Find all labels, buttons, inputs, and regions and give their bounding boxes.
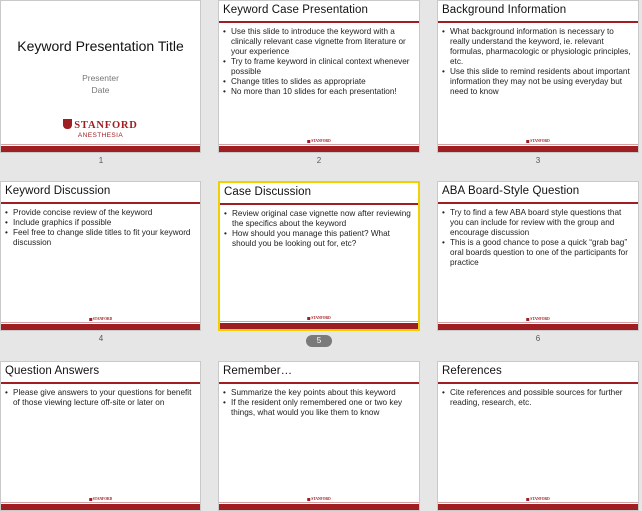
bullet-list (5, 208, 196, 248)
bullet-item: • Use this slide to introduce the keyword with a clinically relevant case vignette from literature or your experience (223, 27, 415, 57)
title-rule (1, 382, 200, 384)
stanford-shield-icon (307, 498, 310, 501)
title-rule (219, 382, 419, 384)
footer-bar (438, 324, 638, 330)
slide-number-5-selected: 5 (306, 335, 332, 347)
bullet-item: • This is a good chance to pose a quick “grab bag” oral boards question to one of the participants for practice (442, 238, 634, 268)
footer-bar (219, 146, 419, 152)
mini-logo: STANFORD (307, 497, 331, 501)
stanford-shield-icon (63, 119, 72, 129)
slide-number-3: 3 (535, 156, 541, 165)
slide-thumbnail-4[interactable] (0, 181, 201, 331)
mini-logo: STANFORD (526, 139, 550, 143)
footer-bar (1, 504, 200, 510)
title-rule (438, 21, 638, 23)
footer-bar (219, 504, 419, 510)
title-rule (438, 202, 638, 204)
stanford-shield-icon (307, 317, 310, 320)
bullet-list (442, 388, 634, 408)
bullet-item: • How should you manage this patient? What should you be looking out for, etc? (224, 229, 414, 249)
bullet-item: • Try to find a few ABA board style questions that you can include for review with the group and encourage discussion (442, 208, 634, 238)
mini-logo: STANFORD (307, 139, 331, 143)
slide-thumbnail-1[interactable] (0, 0, 201, 153)
bullet-item: • No more than 10 slides for each presentation! (223, 87, 415, 97)
mini-logo: STANFORD (89, 317, 113, 321)
title-rule (220, 203, 418, 205)
bullet-item: • Use this slide to remind residents about important information they may not be using everyday but need to know (442, 67, 634, 97)
stanford-shield-icon (307, 140, 310, 143)
mini-logo: STANFORD (89, 497, 113, 501)
stanford-logo: STANFORD (1, 119, 200, 131)
stanford-shield-icon (89, 318, 92, 321)
stanford-shield-icon (526, 318, 529, 321)
footer-bar (1, 324, 200, 330)
stanford-shield-icon (526, 498, 529, 501)
title-rule (219, 21, 419, 23)
date-text: Date (91, 85, 110, 95)
slide-title: Background Information (442, 4, 567, 16)
slide-title: Keyword Presentation Title (17, 38, 184, 54)
bullet-item: • Try to frame keyword in clinical context whenever possible (223, 57, 415, 77)
slide-thumbnail-6[interactable] (437, 181, 639, 331)
bullet-item: • Feel free to change slide titles to fit your keyword discussion (5, 228, 196, 248)
bullet-item: • Summarize the key points about this keyword (223, 388, 415, 398)
slide-thumbnail-8[interactable] (218, 361, 420, 511)
footer-bar (1, 146, 200, 152)
slide-title: Keyword Case Presentation (223, 4, 369, 16)
bullet-item: • Include graphics if possible (5, 218, 196, 228)
footer-bar (220, 323, 418, 329)
bullet-list (224, 209, 414, 249)
mini-logo: STANFORD (307, 316, 331, 320)
footer-bar (438, 504, 638, 510)
slide-title: Case Discussion (224, 186, 312, 198)
slide-title: ABA Board-Style Question (442, 185, 580, 197)
slide-number-1: 1 (98, 156, 104, 165)
stanford-shield-icon (526, 140, 529, 143)
slide-number-6: 6 (535, 334, 541, 343)
bullet-item: • Provide concise review of the keyword (5, 208, 196, 218)
slide-number-4: 4 (98, 334, 104, 343)
bullet-item: • If the resident only remembered one or two key things, what would you like them to know (223, 398, 415, 418)
slide-title: Keyword Discussion (5, 185, 111, 197)
bullet-item: • Review original case vignette now after reviewing the specifics about the keyword (224, 209, 414, 229)
slide-title: Question Answers (5, 365, 100, 377)
bullet-list (5, 388, 196, 408)
logo-subtitle: ANESTHESIA (77, 132, 124, 139)
slide-title: References (442, 365, 502, 377)
bullet-list (442, 27, 634, 97)
slide-thumbnail-3[interactable] (437, 0, 639, 153)
slide-thumbnail-7[interactable] (0, 361, 201, 511)
mini-logo: STANFORD (526, 317, 550, 321)
bullet-item: • What background information is necessary to really understand the keyword, ie. relevant formulas, pharmacologic or physiologic principles, etc. (442, 27, 634, 67)
slide-thumbnail-2[interactable] (218, 0, 420, 153)
bullet-list (223, 27, 415, 97)
bullet-item: • Change titles to slides as appropriate (223, 77, 415, 87)
slide-thumbnail-5[interactable] (218, 181, 420, 331)
slide-number-2: 2 (316, 156, 322, 165)
slide-title: Remember… (223, 365, 293, 377)
title-rule (1, 202, 200, 204)
mini-logo: STANFORD (526, 497, 550, 501)
slide-thumbnail-9[interactable] (437, 361, 639, 511)
presenter-text: Presenter (82, 73, 119, 83)
footer-bar (438, 146, 638, 152)
bullet-list (223, 388, 415, 418)
stanford-shield-icon (89, 498, 92, 501)
title-rule (438, 382, 638, 384)
bullet-item: • Cite references and possible sources for further reading, research, etc. (442, 388, 634, 408)
bullet-item: • Please give answers to your questions for benefit of those viewing lecture off-site or later on (5, 388, 196, 408)
bullet-list (442, 208, 634, 268)
